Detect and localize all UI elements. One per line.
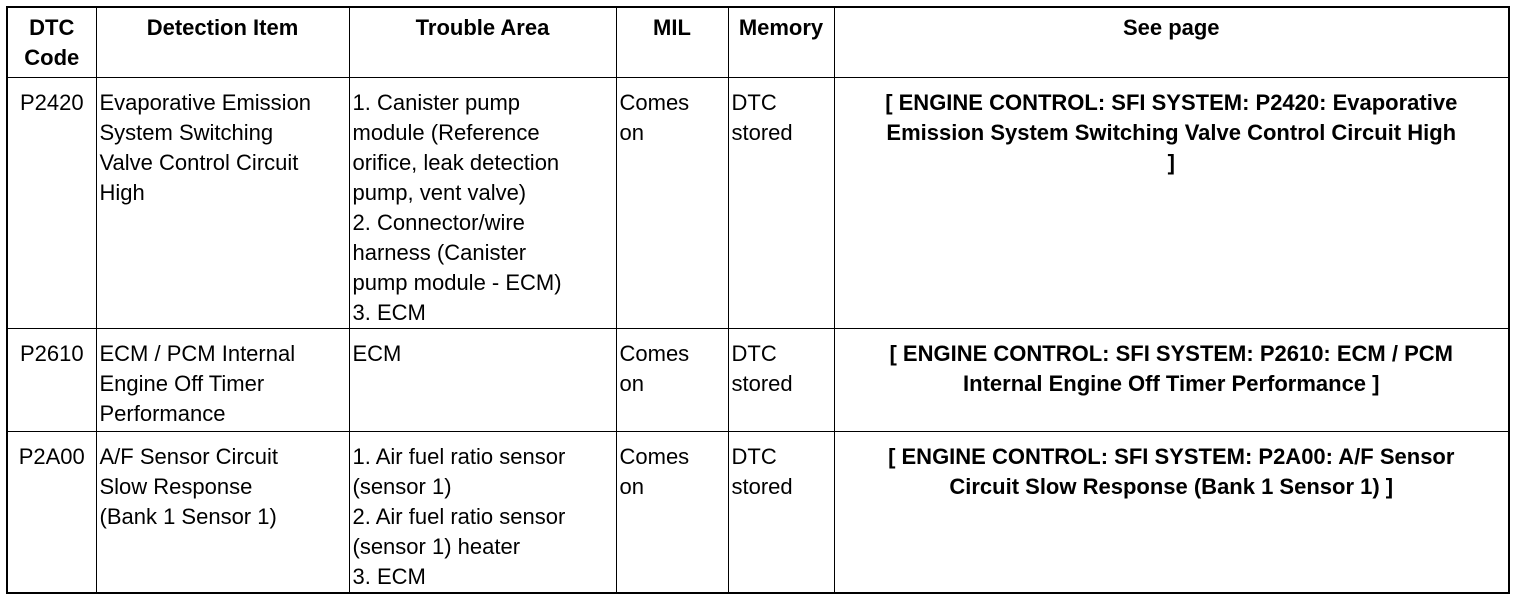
mil-cell: Comes on <box>616 77 728 328</box>
header-see-page: See page <box>834 7 1509 77</box>
dtc-code-cell: P2420 <box>7 77 96 328</box>
mil-cell: Comes on <box>616 328 728 431</box>
memory-cell: DTC stored <box>728 431 834 593</box>
mil-cell: Comes on <box>616 431 728 593</box>
trouble-area-cell: ECM <box>349 328 616 431</box>
detection-item-cell: A/F Sensor Circuit Slow Response (Bank 1 Sensor 1) <box>96 431 349 593</box>
trouble-area-cell: 1. Canister pump module (Reference orifice, leak detection pump, vent valve) 2. Connector/wire harness (Canister pump module - ECM) 3. ECM <box>349 77 616 328</box>
table-row <box>7 77 1509 328</box>
table-row <box>7 328 1509 431</box>
trouble-area-cell: 1. Air fuel ratio sensor (sensor 1) 2. Air fuel ratio sensor (sensor 1) heater 3. ECM <box>349 431 616 593</box>
header-dtc-code: DTC Code <box>7 7 96 77</box>
header-mil: MIL <box>616 7 728 77</box>
see-page-link[interactable]: [ ENGINE CONTROL: SFI SYSTEM: P2A00: A/F Sensor Circuit Slow Response (Bank 1 Sensor 1) ] <box>834 431 1509 593</box>
header-memory: Memory <box>728 7 834 77</box>
see-page-link[interactable]: [ ENGINE CONTROL: SFI SYSTEM: P2610: ECM / PCM Internal Engine Off Timer Performance ] <box>834 328 1509 431</box>
header-trouble-area: Trouble Area <box>349 7 616 77</box>
table-row <box>7 431 1509 593</box>
header-row <box>7 7 1509 77</box>
dtc-code-cell: P2610 <box>7 328 96 431</box>
dtc-table <box>6 6 1510 594</box>
detection-item-cell: Evaporative Emission System Switching Valve Control Circuit High <box>96 77 349 328</box>
memory-cell: DTC stored <box>728 77 834 328</box>
see-page-link[interactable]: [ ENGINE CONTROL: SFI SYSTEM: P2420: Evaporative Emission System Switching Valve Control Circuit High ] <box>834 77 1509 328</box>
memory-cell: DTC stored <box>728 328 834 431</box>
detection-item-cell: ECM / PCM Internal Engine Off Timer Performance <box>96 328 349 431</box>
header-detection-item: Detection Item <box>96 7 349 77</box>
dtc-code-cell: P2A00 <box>7 431 96 593</box>
